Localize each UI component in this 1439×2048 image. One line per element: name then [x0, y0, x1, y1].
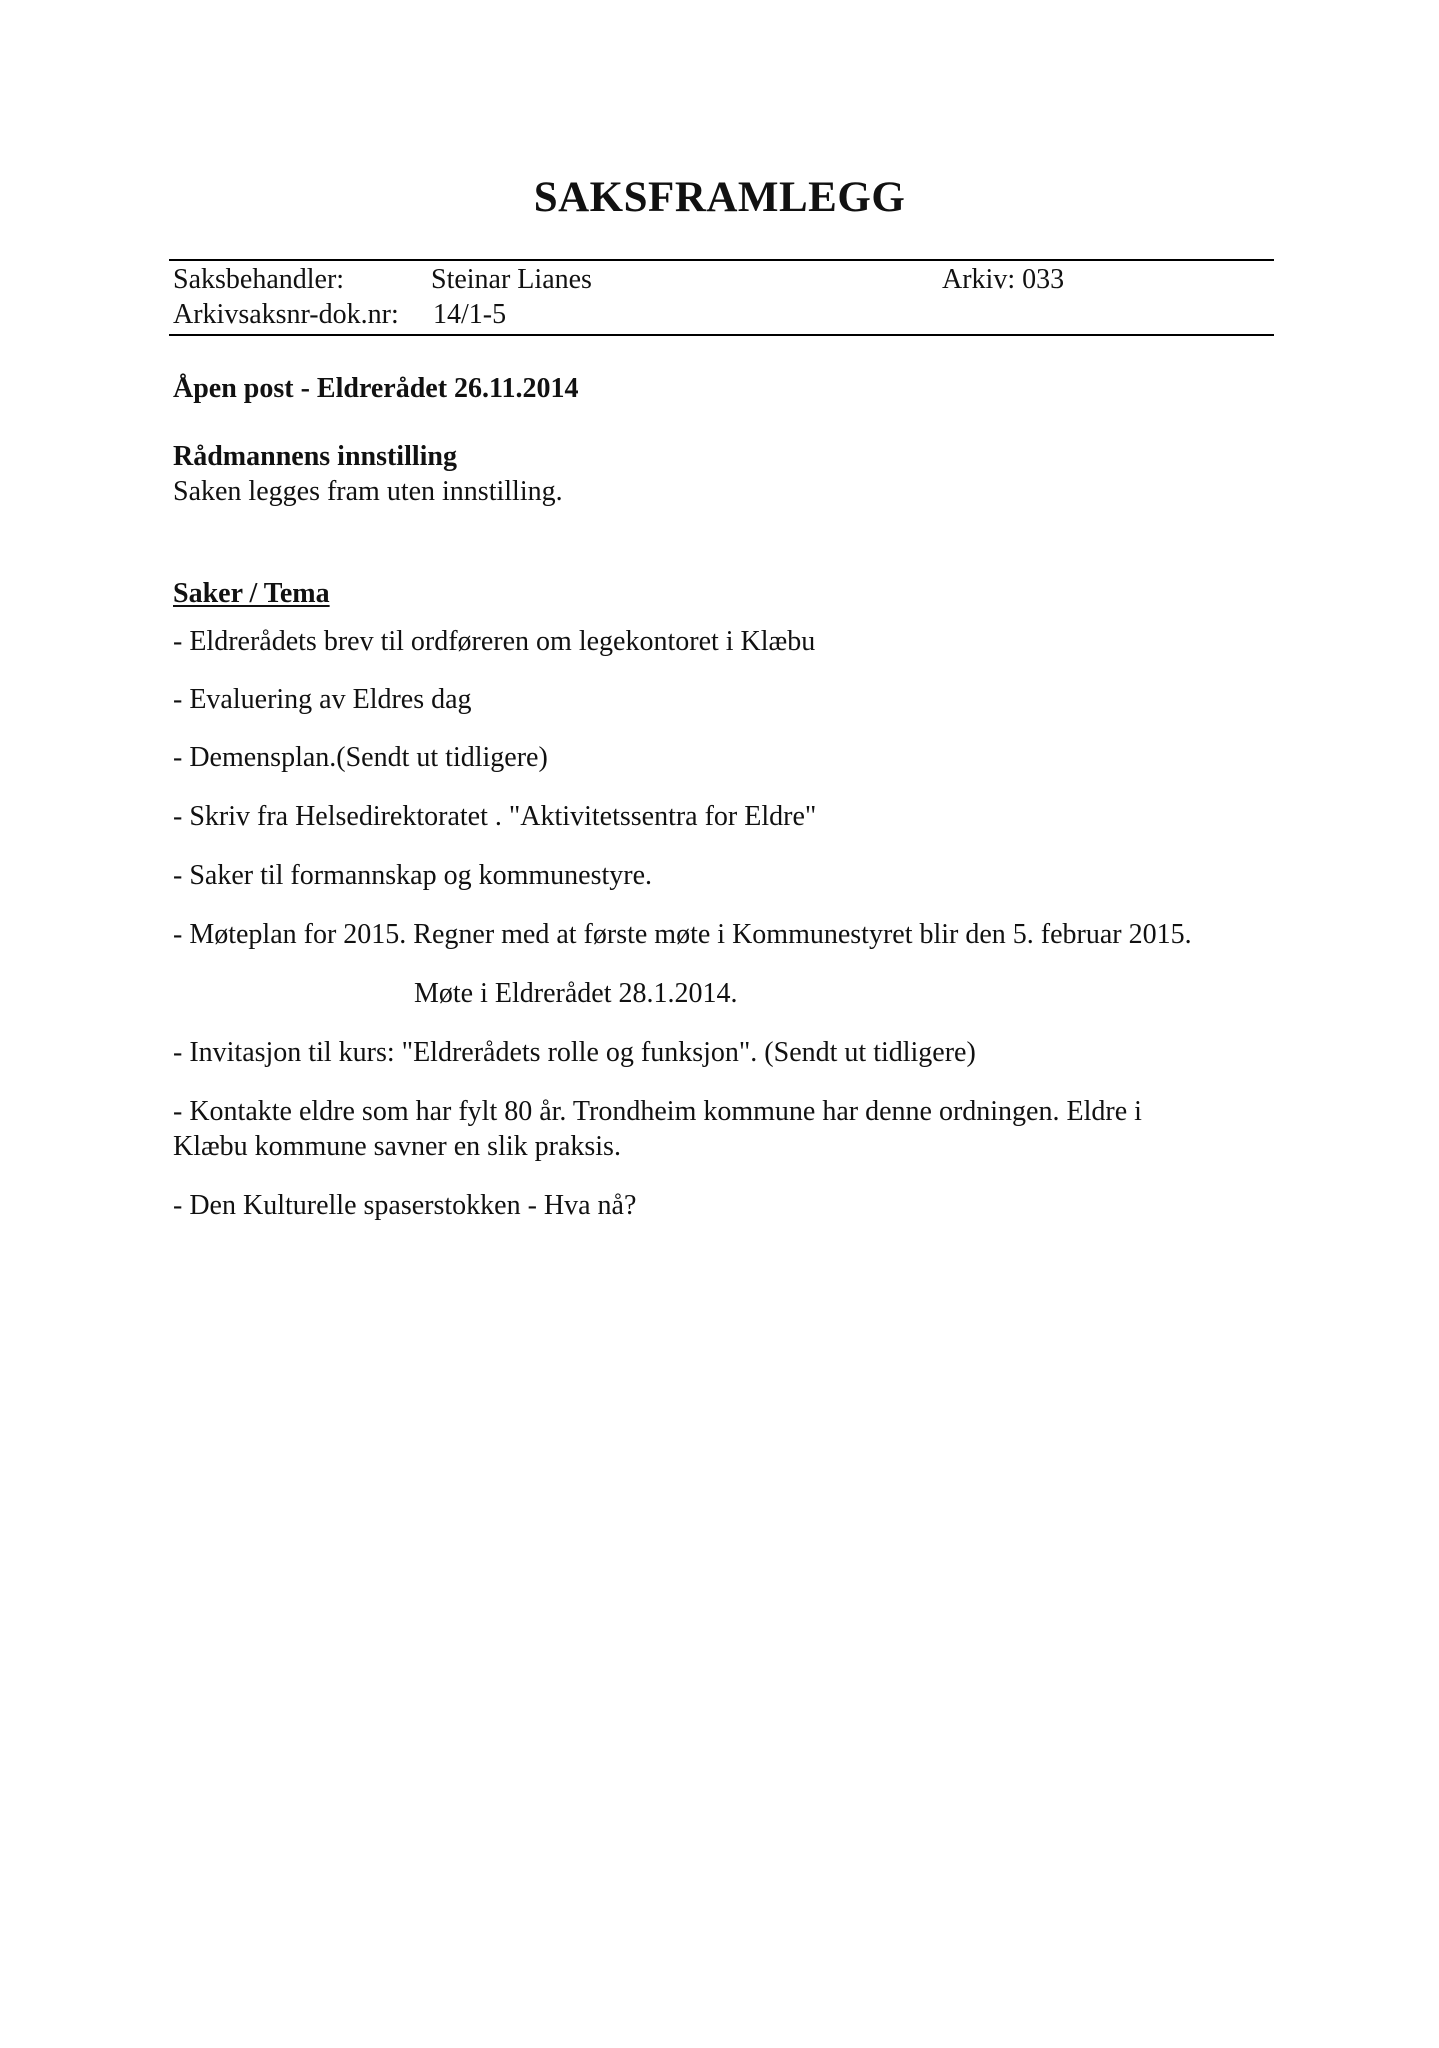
- list-item: - Eldrerådets brev til ordføreren om legekontoret i Klæbu: [173, 626, 816, 657]
- arkivsaksnr-value: 14/1-5: [433, 299, 507, 330]
- document-title: SAKSFRAMLEGG: [533, 174, 906, 221]
- list-item: - Skriv fra Helsedirektoratet . "Aktivitetssentra for Eldre": [173, 801, 817, 832]
- list-item-indented: Møte i Eldrerådet 28.1.2014.: [414, 978, 738, 1009]
- list-item: - Den Kulturelle spaserstokken - Hva nå?: [173, 1190, 637, 1221]
- innstilling-text: Saken legges fram uten innstilling.: [173, 476, 563, 507]
- list-item: - Invitasjon til kurs: "Eldrerådets rolle og funksjon". (Sendt ut tidligere): [173, 1037, 976, 1068]
- arkiv-value: Arkiv: 033: [942, 264, 1065, 295]
- header-bottom-rule: [169, 334, 1274, 336]
- list-item: - Saker til formannskap og kommunestyre.: [173, 860, 653, 891]
- header-top-rule: [169, 259, 1274, 261]
- saksbehandler-value: Steinar Lianes: [431, 264, 592, 295]
- innstilling-heading: Rådmannens innstilling: [173, 441, 457, 472]
- list-item: - Demensplan.(Sendt ut tidligere): [173, 742, 548, 773]
- arkivsaksnr-label: Arkivsaksnr-dok.nr:: [173, 299, 399, 330]
- meeting-heading: Åpen post - Eldrerådet 26.11.2014: [173, 373, 579, 404]
- list-item-continuation: Klæbu kommune savner en slik praksis.: [173, 1131, 621, 1162]
- list-item: - Kontakte eldre som har fylt 80 år. Trondheim kommune har denne ordningen. Eldre i: [173, 1096, 1142, 1127]
- section-heading: Saker / Tema: [173, 578, 330, 609]
- saksbehandler-label: Saksbehandler:: [173, 264, 345, 295]
- list-item: - Møteplan for 2015. Regner med at første møte i Kommunestyret blir den 5. februar 2015.: [173, 919, 1192, 950]
- list-item: - Evaluering av Eldres dag: [173, 684, 472, 715]
